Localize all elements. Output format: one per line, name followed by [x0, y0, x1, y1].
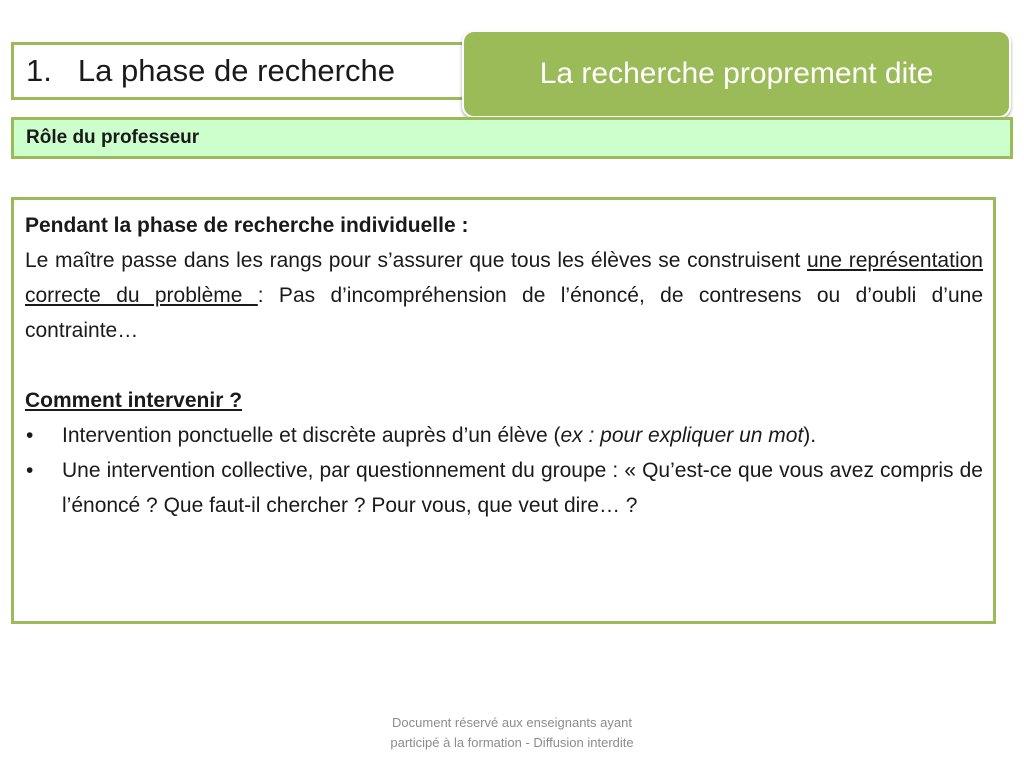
footer-notice: [312, 713, 712, 753]
paragraph-spacer: [25, 348, 983, 383]
content-box: [11, 197, 996, 624]
section1-text-underlined: une représentation correcte du problème: [25, 249, 983, 307]
list-item: [25, 418, 983, 453]
section1-paragraph: [25, 243, 983, 348]
footer-line-1: Document réservé aux enseignants ayant: [392, 715, 632, 730]
section1-heading: Pendant la phase de recherche individuelle :: [25, 214, 469, 237]
bullet-icon: •: [26, 459, 34, 482]
title-number: 1.: [26, 53, 52, 88]
bullet-1-italic: ex : pour expliquer un mot: [560, 424, 804, 447]
section2-heading: Comment intervenir ?: [25, 389, 243, 412]
section1-text-end: : Pas d’incompréhension de l’énoncé, de contresens ou d’oubli d’une contrainte…: [25, 284, 983, 342]
subtitle-box: [462, 30, 1011, 118]
bullet-icon: •: [26, 424, 34, 447]
role-bar-label: Rôle du professeur: [26, 127, 200, 148]
page-title: La phase de recherche: [77, 53, 395, 88]
subtitle-text: La recherche proprement dite: [539, 57, 934, 90]
bullet-list: [25, 418, 983, 523]
title-box: [11, 42, 481, 100]
bullet-1-before: Intervention ponctuelle et discrète auprès d’un élève (: [62, 424, 561, 447]
bullet-2-text: Une intervention collective, par questionnement du groupe : « Qu’est-ce que vous avez compris de l’énoncé ? Que faut-il chercher ? Pour vous, que veut dire… ?: [62, 459, 983, 517]
role-bar: [11, 117, 1013, 159]
bullet-1-after: ).: [803, 424, 817, 447]
footer-line-2: participé à la formation - Diffusion interdite: [390, 735, 634, 750]
list-item: [25, 453, 983, 523]
section1-text-start: Le maître passe dans les rangs pour s’assurer que tous les élèves se construisent: [25, 249, 808, 272]
